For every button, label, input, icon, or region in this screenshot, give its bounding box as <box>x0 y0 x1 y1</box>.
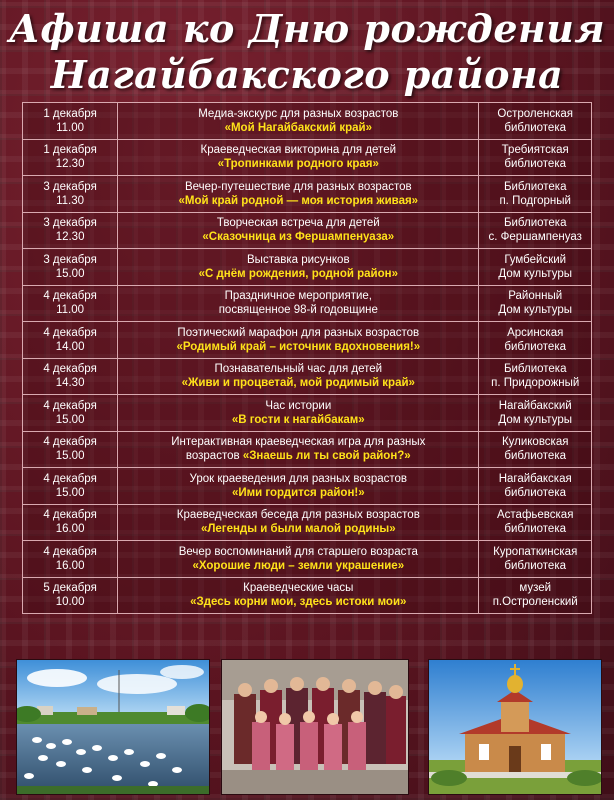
event-place <box>479 395 592 432</box>
event-row <box>23 431 592 468</box>
event-place <box>479 139 592 176</box>
event-desc: Вечер воспоминаний для старшего возраста <box>178 545 418 558</box>
event-date: 3 декабря <box>43 180 97 193</box>
event-place-2: библиотека <box>504 523 566 536</box>
event-place-1: Библиотека <box>503 180 567 193</box>
photo-village-pond-geese <box>16 659 210 795</box>
event-date: 1 декабря <box>43 144 97 157</box>
event-place <box>479 285 592 322</box>
event-place-1: Требиятская <box>501 144 569 157</box>
event-date: 4 декабря <box>43 363 97 376</box>
poster-title <box>0 6 614 98</box>
event-row <box>23 541 592 578</box>
event-desc: Познавательный час для детей <box>214 363 383 376</box>
event-info <box>118 103 479 140</box>
event-desc: Интерактивная краеведческая игра для разных <box>171 436 426 449</box>
event-datetime <box>23 212 118 249</box>
event-time: 14.30 <box>55 377 85 390</box>
event-place-1: Остроленская <box>497 107 574 120</box>
event-datetime <box>23 577 118 614</box>
event-time: 15.00 <box>55 486 85 499</box>
event-time: 15.00 <box>55 450 85 463</box>
event-place-2: библиотека <box>504 340 566 353</box>
event-time: 11.30 <box>56 194 85 207</box>
event-name: «Живи и процветай, мой родимый край» <box>181 377 415 390</box>
event-date: 4 декабря <box>43 436 97 449</box>
event-place-2: Дом культуры <box>498 304 572 317</box>
event-desc: Творческая встреча для детей <box>216 217 380 230</box>
event-desc: Вечер-путешествие для разных возрастов <box>184 180 412 193</box>
event-time: 15.00 <box>55 267 85 280</box>
event-place-1: Библиотека <box>503 363 567 376</box>
event-desc: Краеведческие часы <box>243 582 354 595</box>
event-info <box>118 322 479 359</box>
event-place <box>479 358 592 395</box>
event-desc: Выставка рисунков <box>247 253 350 266</box>
event-name: «Здесь корни мои, здесь истоки мои» <box>190 596 407 609</box>
event-time: 16.00 <box>55 523 85 536</box>
event-date: 3 декабря <box>43 253 97 266</box>
event-place-2: п.Остроленский <box>492 596 578 609</box>
event-place-1: Нагайбакский <box>498 399 572 412</box>
event-time: 16.00 <box>55 559 85 572</box>
event-desc: Медиа-экскурс для разных возрастов <box>198 107 399 120</box>
event-datetime <box>23 176 118 213</box>
event-place <box>479 249 592 286</box>
event-info <box>118 577 479 614</box>
event-place <box>479 541 592 578</box>
event-time: 10.00 <box>55 596 85 609</box>
event-datetime <box>23 504 118 541</box>
event-name: «Тропинками родного края» <box>217 158 379 171</box>
event-name: «Знаешь ли ты свой район?» <box>242 450 411 463</box>
event-desc: Урок краеведения для разных возрастов <box>189 472 408 485</box>
event-row <box>23 395 592 432</box>
event-time: 11.00 <box>56 304 85 317</box>
event-date: 4 декабря <box>43 326 97 339</box>
event-desc: Праздничное мероприятие, <box>224 290 372 303</box>
event-place-1: Куропаткинская <box>493 545 578 558</box>
event-datetime <box>23 139 118 176</box>
event-name: «Родимый край – источник вдохновения!» <box>176 340 421 353</box>
event-date: 4 декабря <box>43 545 97 558</box>
event-place-2: библиотека <box>504 121 566 134</box>
event-place-1: Куликовская <box>501 436 569 449</box>
event-name: «Сказочница из Фершампенуаза» <box>202 231 395 244</box>
event-place-1: Гумбейский <box>504 253 567 266</box>
event-time: 12.30 <box>55 158 85 171</box>
event-name: «Мой Нагайбакский край» <box>224 121 373 134</box>
event-date: 1 декабря <box>43 107 97 120</box>
event-place-2: с. Фершампенуаз <box>488 231 582 244</box>
event-place-2: Дом культуры <box>498 413 572 426</box>
event-place-1: Нагайбакская <box>498 472 572 485</box>
event-row <box>23 176 592 213</box>
event-place-2: п. Придорожный <box>491 377 580 390</box>
event-place <box>479 431 592 468</box>
event-time: 14.00 <box>55 340 85 353</box>
event-row <box>23 103 592 140</box>
event-desc-2: возрастов <box>185 450 240 463</box>
event-place-1: Библиотека <box>503 217 567 230</box>
event-datetime <box>23 395 118 432</box>
event-place-1: музей <box>519 582 552 595</box>
event-place <box>479 577 592 614</box>
event-row <box>23 249 592 286</box>
event-row <box>23 577 592 614</box>
event-place-2: библиотека <box>504 158 566 171</box>
event-info <box>118 139 479 176</box>
event-name: «Ими гордится район!» <box>231 486 365 499</box>
event-time: 15.00 <box>55 413 85 426</box>
event-place <box>479 103 592 140</box>
event-name: «С днём рождения, родной район» <box>198 267 398 280</box>
event-name: «В гости к нагайбакам» <box>231 413 365 426</box>
event-desc: Час истории <box>265 399 332 412</box>
event-datetime <box>23 358 118 395</box>
event-place-2: библиотека <box>504 450 566 463</box>
event-info <box>118 212 479 249</box>
event-row <box>23 212 592 249</box>
event-date: 4 декабря <box>43 399 97 412</box>
event-info <box>118 541 479 578</box>
event-date: 4 декабря <box>43 472 97 485</box>
event-info <box>118 358 479 395</box>
event-place-2: Дом культуры <box>498 267 572 280</box>
event-place <box>479 468 592 505</box>
photo-folk-ensemble <box>221 659 409 795</box>
event-datetime <box>23 285 118 322</box>
photo-church <box>428 659 602 795</box>
event-place <box>479 322 592 359</box>
title-line-2: Нагайбакского района <box>50 52 564 97</box>
event-info <box>118 504 479 541</box>
event-date: 5 декабря <box>43 582 97 595</box>
event-row <box>23 285 592 322</box>
event-place-2: п. Подгорный <box>499 194 571 207</box>
event-place <box>479 212 592 249</box>
event-place-1: Астафьевская <box>496 509 574 522</box>
event-info <box>118 431 479 468</box>
event-datetime <box>23 249 118 286</box>
event-info <box>118 249 479 286</box>
photo-strip <box>16 659 600 793</box>
event-place-1: Арсинская <box>507 326 564 339</box>
event-place-2: библиотека <box>504 486 566 499</box>
event-date: 4 декабря <box>43 509 97 522</box>
event-row <box>23 468 592 505</box>
event-place <box>479 504 592 541</box>
event-datetime <box>23 322 118 359</box>
event-desc: Краеведческая беседа для разных возрастов <box>176 509 420 522</box>
event-name: «Легенды и были малой родины» <box>200 523 396 536</box>
event-info <box>118 285 479 322</box>
event-desc: Краеведческая викторина для детей <box>200 144 397 157</box>
event-place-1: Районный <box>508 290 563 303</box>
events-table <box>22 102 592 614</box>
event-desc-2: посвященное 98-й годовщине <box>218 304 378 317</box>
event-datetime <box>23 103 118 140</box>
event-row <box>23 504 592 541</box>
event-date: 3 декабря <box>43 217 97 230</box>
event-time: 12.30 <box>55 231 85 244</box>
event-datetime <box>23 541 118 578</box>
event-row <box>23 358 592 395</box>
event-info <box>118 468 479 505</box>
event-time: 11.00 <box>56 121 85 134</box>
event-info <box>118 395 479 432</box>
title-line-1: Афиша ко Дню рождения <box>8 6 606 51</box>
event-info <box>118 176 479 213</box>
event-datetime <box>23 468 118 505</box>
event-desc: Поэтический марафон для разных возрастов <box>177 326 420 339</box>
event-row <box>23 322 592 359</box>
event-datetime <box>23 431 118 468</box>
event-row <box>23 139 592 176</box>
event-place <box>479 176 592 213</box>
event-name: «Хорошие люди – земли украшение» <box>192 559 405 572</box>
event-name: «Мой край родной — моя история живая» <box>178 194 419 207</box>
event-date: 4 декабря <box>43 290 97 303</box>
event-place-2: библиотека <box>504 559 566 572</box>
